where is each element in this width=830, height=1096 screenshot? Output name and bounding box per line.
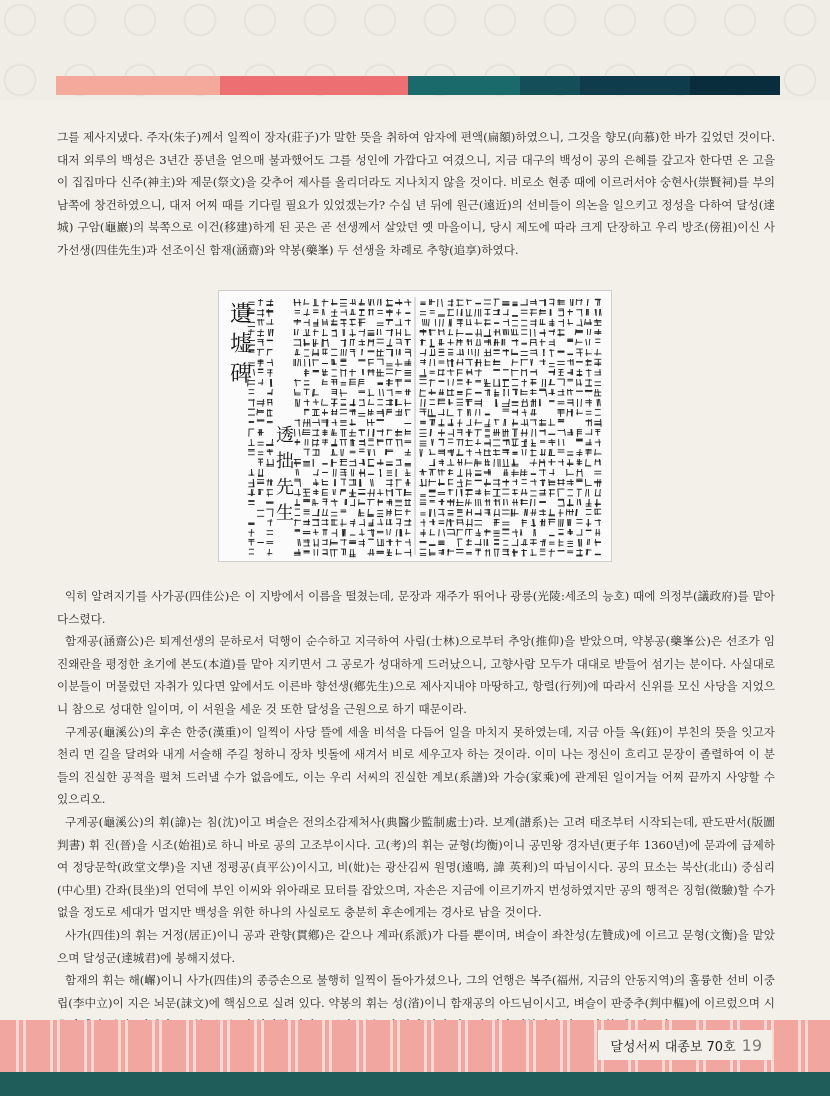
color-bar-deep-navy: [690, 76, 780, 95]
footer-base-bar: [0, 1072, 830, 1096]
color-bar-teal: [408, 76, 520, 95]
publication-name: 달성서씨 대종보 70호: [610, 1039, 736, 1055]
article-paragraph: 구계공(龜溪公)의 후손 한중(漢重)이 일찍이 사당 뜰에 세울 비석을 다듬어 일을 마치지 못하였는데, 지금 아들 옥(鈺)이 부친의 뜻을 잇고자 천리 먼 길을 달려와 내게 서술해 주길 청하니 장차 빗돌에 새겨서 비로 세우고자 하는 것이라. 이미 나는 정신이 흐리고 문장이 졸렬하여 이 분들의 진실한 공적을 펼쳐 드러낼 수가 없음에도, 이는 우리 서씨의 진실한 계보(系譜)와 가승(家乘)에 관계된 일이거늘 어찌 끝까지 사양할 수 있으리오.: [57, 724, 775, 807]
svg-text:遺: 遺: [229, 302, 253, 327]
article-paragraph: 익히 알려지기를 사가공(四佳公)은 이 지방에서 이름을 떨쳤는데, 문장과 재주가 뛰어나 광릉(光陵:세조의 능호) 때에 의정부(議政府)를 맡아 다스렸다.: [57, 589, 775, 626]
footer-label: [598, 1030, 772, 1060]
inscription-rubbing-image: [219, 291, 611, 561]
color-bar-dark-teal: [520, 76, 580, 95]
color-bar-pink: [56, 76, 220, 95]
article-paragraph: 함재의 휘는 해(嶰)이니 사가(四佳)의 종증손으로 불행히 일찍이 돌아가셨으나, 그의 언행은 복주(福州, 지금의 안동지역)의 훌륭한 선비 이중립(李中立)이 지은 뇌문(誄文)에 핵심으로 실려 있다. 약봉의 휘는 성(渻)이니 함재공의 아드님이시고, 벼슬이 판중추(判中樞)에 이르렀으며 시: [57, 973, 775, 1010]
svg-text:碑: 碑: [229, 362, 253, 387]
article-paragraph: 사가(四佳)의 휘는 거정(居正)이니 공과 관향(貫鄕)은 같으나 계파(系派)가 다를 뿐이며, 벼슬이 좌찬성(左贊成)에 이르고 문형(文衡)을 맡았으며 달성군(達城君)에 봉해지셨다.: [57, 927, 775, 965]
svg-text:透: 透: [276, 425, 294, 446]
svg-text:墟: 墟: [229, 332, 253, 357]
article-top-text: [57, 126, 775, 262]
article-paragraph: 함재공(涵齋公)은 퇴계선생의 문하로서 덕행이 순수하고 지극하여 사림(士林)으로부터 추앙(推仰)을 받았으며, 약봉공(藥峯公)은 선조가 임진왜란을 평정한 초기에 본도(本道)를 맡아 지키면서 그 공로가 성대하게 드러났으니, 고향사람 모두가 대대로 받들어 섬기는 분이다. 사실대로 이분들이 머물렀던 자취가 있다면 앞에서도 이른바 향선생(鄕先生)으로 제사지내야 마땅하고, 항렬(行列)에 따라서 신위를 모신 사당을 지었으니 참으로 성대한 일이며, 이 서원을 세운 것 또한 달성을 근원으로 하기 때문이라.: [57, 634, 775, 716]
color-bar-navy: [580, 76, 690, 95]
color-bar-coral: [220, 76, 408, 95]
svg-text:拙: 拙: [276, 451, 294, 472]
article-bottom-text: [57, 585, 775, 1037]
inscription-figure: [218, 290, 612, 562]
article-paragraph: 그를 제사지냈다. 주자(朱子)께서 일찍이 장자(莊子)가 말한 뜻을 취하여 암자에 편액(扁額)하였으니, 그것을 향모(向慕)한 바가 깊었던 것이다. 대저 외루의 백성은 3년간 풍년을 얻으매 불과했어도 그를 성인에 가깝다고 여겼으니, 지금 대구의 백성이 공의 은혜를 갚고자 한다면 온 고을이 집집마다 신주(神主)와 제문(祭文)을 갖추어 제사를 올리더라도 지나치지 않을 것이다. 비로소 현종 때에 이르러서야 숭현사(崇賢祠)를 부의 남쪽에 창건하였으니, 대저 어찌 때를 기다릴 필요가 있었겠는가? 수십 년 뒤에 원근(遠近)의 선비들이 의논을 일으키고 정성을 다하여 달성(達城) 구암(龜巖)의 북쪽으로 이건(移建)하게 된 곳은 곧 선생께서 살았던 옛 마을이니, 당시 제도에 따라 크게 단장하고 우리 방조(傍祖)이신 사가선생(四佳先生)과 선조이신 함재(涵齋)와 약봉(藥峯) 두 선생을 차례로 추향(追享)하였다.: [57, 130, 776, 257]
header-color-bar: [56, 76, 780, 95]
svg-text:生: 生: [276, 503, 294, 524]
svg-text:先: 先: [276, 477, 294, 498]
page-number: 19: [741, 1035, 762, 1055]
article-paragraph: 구계공(龜溪公)의 휘(諱)는 침(沈)이고 벼슬은 전의소감제처사(典醫少監制處士)라. 보계(譜系)는 고려 태조부터 시작되는데, 판도판서(版圖判書) 휘 진(晉)을 시조(始祖)로 하니 바로 공의 고조부이시다. 고(考)의 휘는 균형(均衡)이니 공민왕 경자년(更子年 1360년)에 문과에 급제하여 정당문학(政堂文學)을 지낸 정평공(貞平公)이시고, 비(妣)는 광산김씨 원명(遠鳴, 諱 英利)의 따님이시다. 공의 묘소는 북산(北山) 중심리(中心里) 간좌(艮坐)의 언덕에 부인 이씨와 위아래로 묘터를 잡았으며, 자손은 지금에 이르기까지 번성하였지만 공의 행적은 징험(徵驗)할 수가 없을 정도로 세대가 멀지만 백성을 위한 하나의 사실로도 충분히 후손에게는 경사로 남을 것이다.: [57, 814, 775, 920]
